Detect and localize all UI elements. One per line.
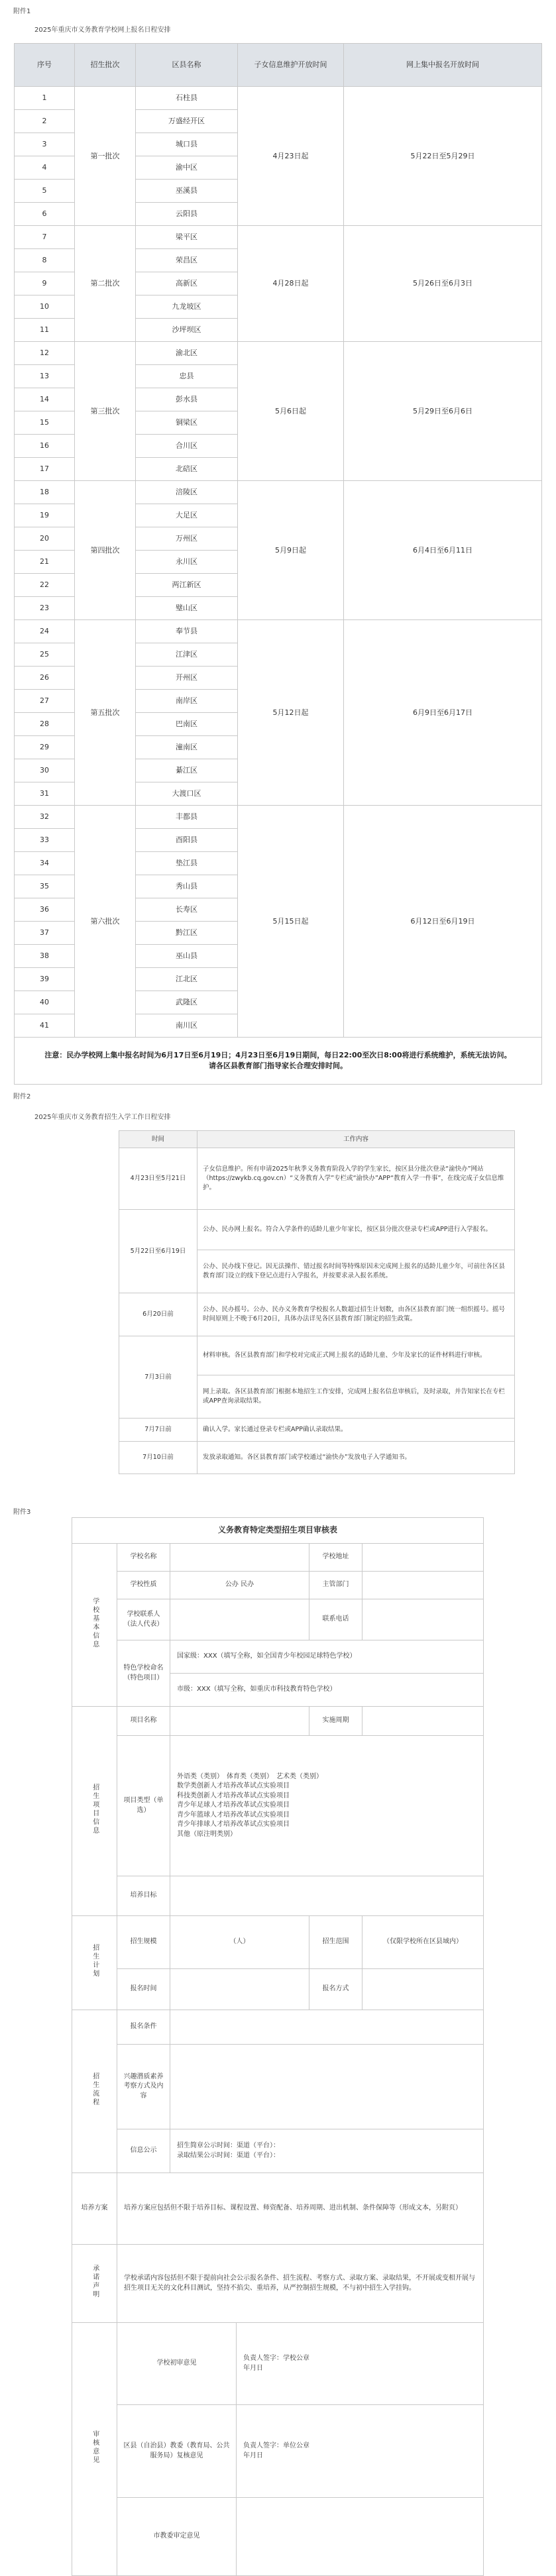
district-cell: 渝北区	[136, 342, 238, 365]
input-cycle[interactable]	[362, 1707, 484, 1736]
row-number-cell: 11	[15, 319, 75, 342]
row-number-cell: 2	[15, 110, 75, 133]
row-number-cell: 16	[15, 435, 75, 458]
maintain-time-cell: 5月15日起	[238, 806, 344, 1038]
input-reg-method[interactable]	[362, 1969, 484, 2010]
district-cell: 潼南区	[136, 736, 238, 759]
batch-cell: 第二批次	[75, 226, 136, 342]
input-phone[interactable]	[362, 1599, 484, 1640]
table-row	[119, 1419, 515, 1442]
label-feature-school: 特色学校命名（特色项目）	[117, 1640, 170, 1707]
form-title: 义务教育特定类型招生项目审核表	[72, 1518, 484, 1544]
register-time-cell: 5月22日至5月29日	[344, 87, 542, 226]
label-publicity: 信息公示	[117, 2129, 170, 2173]
row-number-cell: 25	[15, 643, 75, 667]
publicity-items[interactable]: 招生简章公示时间：渠道（平台）： 录取结果公示时间：渠道（平台）：	[170, 2129, 484, 2173]
district-cell: 黔江区	[136, 922, 238, 945]
row-number-cell: 37	[15, 922, 75, 945]
project-type-options[interactable]: 外语类（类别） 体育类（类别） 艺术类（类别） 数学类创新人才培养改革试点实验项目 科技类创新人才培养改革试点实验项目 青少年足球人才培养改革试点实验项目 青少年篮球人才培养改革试点实验项目 青少年排球人才培养改革试点实验项目 其他（原注明类别）	[170, 1736, 484, 1876]
batch-cell: 第一批次	[75, 87, 136, 226]
district-cell: 奉节县	[136, 620, 238, 643]
district-cell: 两江新区	[136, 574, 238, 597]
input-reg-time[interactable]	[170, 1969, 309, 2010]
time-cell: 7月7日前	[119, 1419, 197, 1442]
table-row	[119, 1293, 515, 1336]
section-training: 培养方案	[72, 2173, 117, 2245]
row-number-cell: 31	[15, 782, 75, 806]
maintain-time-cell: 5月12日起	[238, 620, 344, 806]
content-cell: 发放录取通知。各区县教育部门或学校通过“渝快办”发放电子入学通知书。	[197, 1442, 515, 1474]
col-header-no: 序号	[15, 44, 75, 87]
content-cell: 材料审核。各区县教育部门和学校对完成正式网上报名的适龄儿童、少年及家长的证件材料进行审核。	[197, 1336, 515, 1375]
district-cell: 南岸区	[136, 690, 238, 713]
row-number-cell: 34	[15, 852, 75, 875]
district-cell: 沙坪坝区	[136, 319, 238, 342]
col-header-batch: 招生批次	[75, 44, 136, 87]
table-row	[119, 1336, 515, 1375]
district-cell: 合川区	[136, 435, 238, 458]
attachment2-caption: 2025年重庆市义务教育招生入学工作日程安排	[34, 1114, 171, 1121]
row-number-cell: 3	[15, 133, 75, 156]
label-cycle: 实施周期	[309, 1707, 362, 1736]
row-number-cell: 7	[15, 226, 75, 249]
district-cell: 石柱县	[136, 87, 238, 110]
row-number-cell: 23	[15, 597, 75, 620]
registration-schedule-table	[14, 43, 542, 1085]
attachment1-label: 附件1	[13, 8, 31, 15]
district-cell: 大渡口区	[136, 782, 238, 806]
district-cell: 大足区	[136, 504, 238, 527]
label-city-review: 市教委审定意见	[117, 2498, 237, 2576]
label-project-name: 项目名称	[117, 1707, 170, 1736]
batch-cell: 第六批次	[75, 806, 136, 1038]
register-time-cell: 5月26日至6月3日	[344, 226, 542, 342]
section-review: 审核意见	[72, 2323, 117, 2576]
district-cell: 璧山区	[136, 597, 238, 620]
section-project-info: 招生项目信息	[72, 1707, 117, 1916]
row-number-cell: 32	[15, 806, 75, 829]
label-test: 兴趣潜质素养考察方式及内容	[117, 2045, 170, 2129]
district-review-sign[interactable]: 负责人签字：单位公章 年月日	[237, 2405, 484, 2498]
row-number-cell: 28	[15, 713, 75, 736]
maintain-time-cell: 5月9日起	[238, 481, 344, 620]
label-contact: 学校联系人（法人代表）	[117, 1599, 170, 1640]
district-cell: 巴南区	[136, 713, 238, 736]
district-cell: 云阳县	[136, 203, 238, 226]
col-header-district: 区县名称	[136, 44, 238, 87]
district-cell: 荣昌区	[136, 249, 238, 272]
content-cell: 确认入学。家长通过登录专栏或APP确认录取结果。	[197, 1419, 515, 1442]
time-cell: 7月3日前	[119, 1336, 197, 1419]
section-plan: 招生计划	[72, 1916, 117, 2010]
row-number-cell: 39	[15, 968, 75, 991]
content-cell: 公办、民办线下登记。因无法操作、错过报名时间等特殊原因未完成网上报名的适龄儿童少年，可前往各区县教育部门设立的线下登记点进行入学报名，并按要求录入报名系统。	[197, 1250, 515, 1293]
attachment1-caption: 2025年重庆市义务教育学校网上报名日程安排	[34, 27, 171, 34]
register-time-cell: 6月12日至6月19日	[344, 806, 542, 1038]
district-cell: 开州区	[136, 667, 238, 690]
row-number-cell: 5	[15, 180, 75, 203]
register-time-cell: 6月4日至6月11日	[344, 481, 542, 620]
district-cell: 酉阳县	[136, 829, 238, 852]
row-number-cell: 36	[15, 898, 75, 922]
district-cell: 渝中区	[136, 156, 238, 180]
schedule-note: 注意：民办学校网上集中报名时间为6月17日至6月19日；4月23日至6月19日期间，每日22:00至次日8:00将进行系统维护，系统无法访问。请各区县教育部门指导家长合理安排时间。	[15, 1038, 542, 1085]
row-number-cell: 24	[15, 620, 75, 643]
row-number-cell: 35	[15, 875, 75, 898]
row-number-cell: 13	[15, 365, 75, 388]
school-review-sign[interactable]: 负责人签字：学校公章 年月日	[237, 2323, 484, 2405]
table-row	[119, 1210, 515, 1250]
label-goal: 培养目标	[117, 1876, 170, 1916]
table-row	[119, 1148, 515, 1210]
row-number-cell: 1	[15, 87, 75, 110]
register-time-cell: 6月9日至6月17日	[344, 620, 542, 806]
maintain-time-cell: 5月6日起	[238, 342, 344, 481]
col-header-maintain: 子女信息维护开放时间	[238, 44, 344, 87]
batch-cell: 第五批次	[75, 620, 136, 806]
row-number-cell: 14	[15, 388, 75, 411]
district-cell: 江北区	[136, 968, 238, 991]
label-school-address: 学校地址	[309, 1544, 362, 1572]
district-cell: 巫溪县	[136, 180, 238, 203]
section-commitment: 承诺声明	[72, 2245, 117, 2323]
table-row	[15, 806, 542, 829]
content-cell: 子女信息维护。所有申请2025年秋季义务教育阶段入学的学生家长，按区县分批次登录“渝快办”网站（https://zwykb.cq.gov.cn）“义务教育入学”专栏或“渝快办”APP“教育入学一件事”，在线完成子女信息维护。	[197, 1148, 515, 1210]
content-cell: 网上录取。各区县教育部门根据本地招生工作安排，完成网上报名信息审核后，及时录取，并告知家长在专栏或APP查询录取结果。	[197, 1375, 515, 1419]
row-number-cell: 17	[15, 458, 75, 481]
work-schedule-table	[119, 1130, 515, 1474]
label-district-review: 区县（自治县）教委（教育局、公共服务局）复核意见	[117, 2405, 237, 2498]
row-number-cell: 22	[15, 574, 75, 597]
commitment-text: 学校承诺内容包括但不限于提前向社会公示报名条件、招生流程、考察方式、录取方案、录取结果，不开展或变相开展与招生项目无关的文化科目测试，坚持不掐尖、重培养，从严控制招生规模，不与初中招生入学挂钩。	[117, 2245, 484, 2323]
row-number-cell: 38	[15, 945, 75, 968]
row-number-cell: 21	[15, 551, 75, 574]
row-number-cell: 20	[15, 527, 75, 551]
district-cell: 綦江区	[136, 759, 238, 782]
section-flow: 招生流程	[72, 2010, 117, 2173]
row-number-cell: 26	[15, 667, 75, 690]
table-header-row	[119, 1131, 515, 1148]
table-row	[15, 481, 542, 504]
district-cell: 垫江县	[136, 852, 238, 875]
input-contact[interactable]	[170, 1599, 309, 1640]
input-school-name[interactable]	[170, 1544, 309, 1572]
time-cell: 4月23日至5月21日	[119, 1148, 197, 1210]
label-reg-time: 报名时间	[117, 1969, 170, 2010]
table-row	[15, 87, 542, 110]
attachment3-label: 附件3	[13, 1509, 31, 1516]
content-cell: 公办、民办网上报名。符合入学条件的适龄儿童少年家长，按区县分批次登录专栏或APP进行入学报名。	[197, 1210, 515, 1250]
district-cell: 丰都县	[136, 806, 238, 829]
table-row	[15, 620, 542, 643]
batch-cell: 第三批次	[75, 342, 136, 481]
input-authority[interactable]	[362, 1572, 484, 1599]
maintain-time-cell: 4月23日起	[238, 87, 344, 226]
district-cell: 万州区	[136, 527, 238, 551]
col-header-register: 网上集中报名开放时间	[344, 44, 542, 87]
district-cell: 彭水县	[136, 388, 238, 411]
district-cell: 巫山县	[136, 945, 238, 968]
row-number-cell: 29	[15, 736, 75, 759]
input-school-address[interactable]	[362, 1544, 484, 1572]
district-cell: 九龙坡区	[136, 295, 238, 319]
time-cell: 6月20日前	[119, 1293, 197, 1336]
table-row	[119, 1442, 515, 1474]
label-school-name: 学校名称	[117, 1544, 170, 1572]
time-cell: 5月22日至6月19日	[119, 1210, 197, 1293]
row-number-cell: 6	[15, 203, 75, 226]
district-cell: 秀山县	[136, 875, 238, 898]
label-requirements: 报名条件	[117, 2010, 170, 2045]
district-cell: 武隆区	[136, 991, 238, 1014]
row-number-cell: 40	[15, 991, 75, 1014]
district-cell: 长寿区	[136, 898, 238, 922]
feature-city: 市级：XXX（填写全称，如重庆市科技教育特色学校）	[170, 1674, 484, 1707]
section-basic-info: 学校基本信息	[72, 1544, 117, 1707]
row-number-cell: 30	[15, 759, 75, 782]
row-number-cell: 33	[15, 829, 75, 852]
training-text: 培养方案应包括但不限于培养目标、课程设置、师资配备、培养周期、进出机制、条件保障等（形成文本，另附页）	[117, 2173, 484, 2245]
row-number-cell: 18	[15, 481, 75, 504]
scope-value[interactable]: （仅限学校所在区县域内）	[362, 1916, 484, 1969]
feature-national: 国家级：XXX（填写全称，如全国青少年校园足球特色学校）	[170, 1640, 484, 1674]
project-review-form	[72, 1517, 484, 2576]
row-number-cell: 15	[15, 411, 75, 435]
register-time-cell: 5月29日至6月6日	[344, 342, 542, 481]
district-cell: 涪陵区	[136, 481, 238, 504]
col-header-time: 时间	[119, 1131, 197, 1148]
row-number-cell: 4	[15, 156, 75, 180]
label-scope: 招生范围	[309, 1916, 362, 1969]
district-cell: 北碚区	[136, 458, 238, 481]
district-cell: 南川区	[136, 1014, 238, 1038]
row-number-cell: 10	[15, 295, 75, 319]
district-cell: 城口县	[136, 133, 238, 156]
batch-cell: 第四批次	[75, 481, 136, 620]
district-cell: 永川区	[136, 551, 238, 574]
row-number-cell: 12	[15, 342, 75, 365]
row-number-cell: 9	[15, 272, 75, 295]
label-project-type: 项目类型（单选）	[117, 1736, 170, 1876]
table-header-row	[15, 44, 542, 87]
label-school-review: 学校初审意见	[117, 2323, 237, 2405]
district-cell: 江津区	[136, 643, 238, 667]
district-cell: 忠县	[136, 365, 238, 388]
attachment2-label: 附件2	[13, 1093, 31, 1100]
label-reg-method: 报名方式	[309, 1969, 362, 2010]
table-row	[15, 226, 542, 249]
content-cell: 公办、民办摇号。公办、民办义务教育学校报名人数超过招生计划数，由各区县教育部门统一组织摇号。摇号时间原则上不晚于6月20日，具体办法详见各区县教育部门制定的招生政策。	[197, 1293, 515, 1336]
input-project-name[interactable]	[170, 1707, 309, 1736]
label-phone: 联系电话	[309, 1599, 362, 1640]
city-review-sign[interactable]	[237, 2498, 484, 2576]
col-header-content: 工作内容	[197, 1131, 515, 1148]
table-row	[15, 342, 542, 365]
input-test[interactable]	[170, 2045, 484, 2129]
district-cell: 万盛经开区	[136, 110, 238, 133]
school-nature-options[interactable]: 公办 民办	[170, 1572, 309, 1599]
input-goal[interactable]	[170, 1876, 484, 1916]
district-cell: 高新区	[136, 272, 238, 295]
district-cell: 梁平区	[136, 226, 238, 249]
row-number-cell: 19	[15, 504, 75, 527]
maintain-time-cell: 4月28日起	[238, 226, 344, 342]
label-authority: 主管部门	[309, 1572, 362, 1599]
row-number-cell: 27	[15, 690, 75, 713]
size-unit[interactable]: （人）	[170, 1916, 309, 1969]
label-size: 招生规模	[117, 1916, 170, 1969]
label-school-nature: 学校性质	[117, 1572, 170, 1599]
time-cell: 7月10日前	[119, 1442, 197, 1474]
row-number-cell: 8	[15, 249, 75, 272]
input-requirements[interactable]	[170, 2010, 484, 2045]
district-cell: 铜梁区	[136, 411, 238, 435]
row-number-cell: 41	[15, 1014, 75, 1038]
